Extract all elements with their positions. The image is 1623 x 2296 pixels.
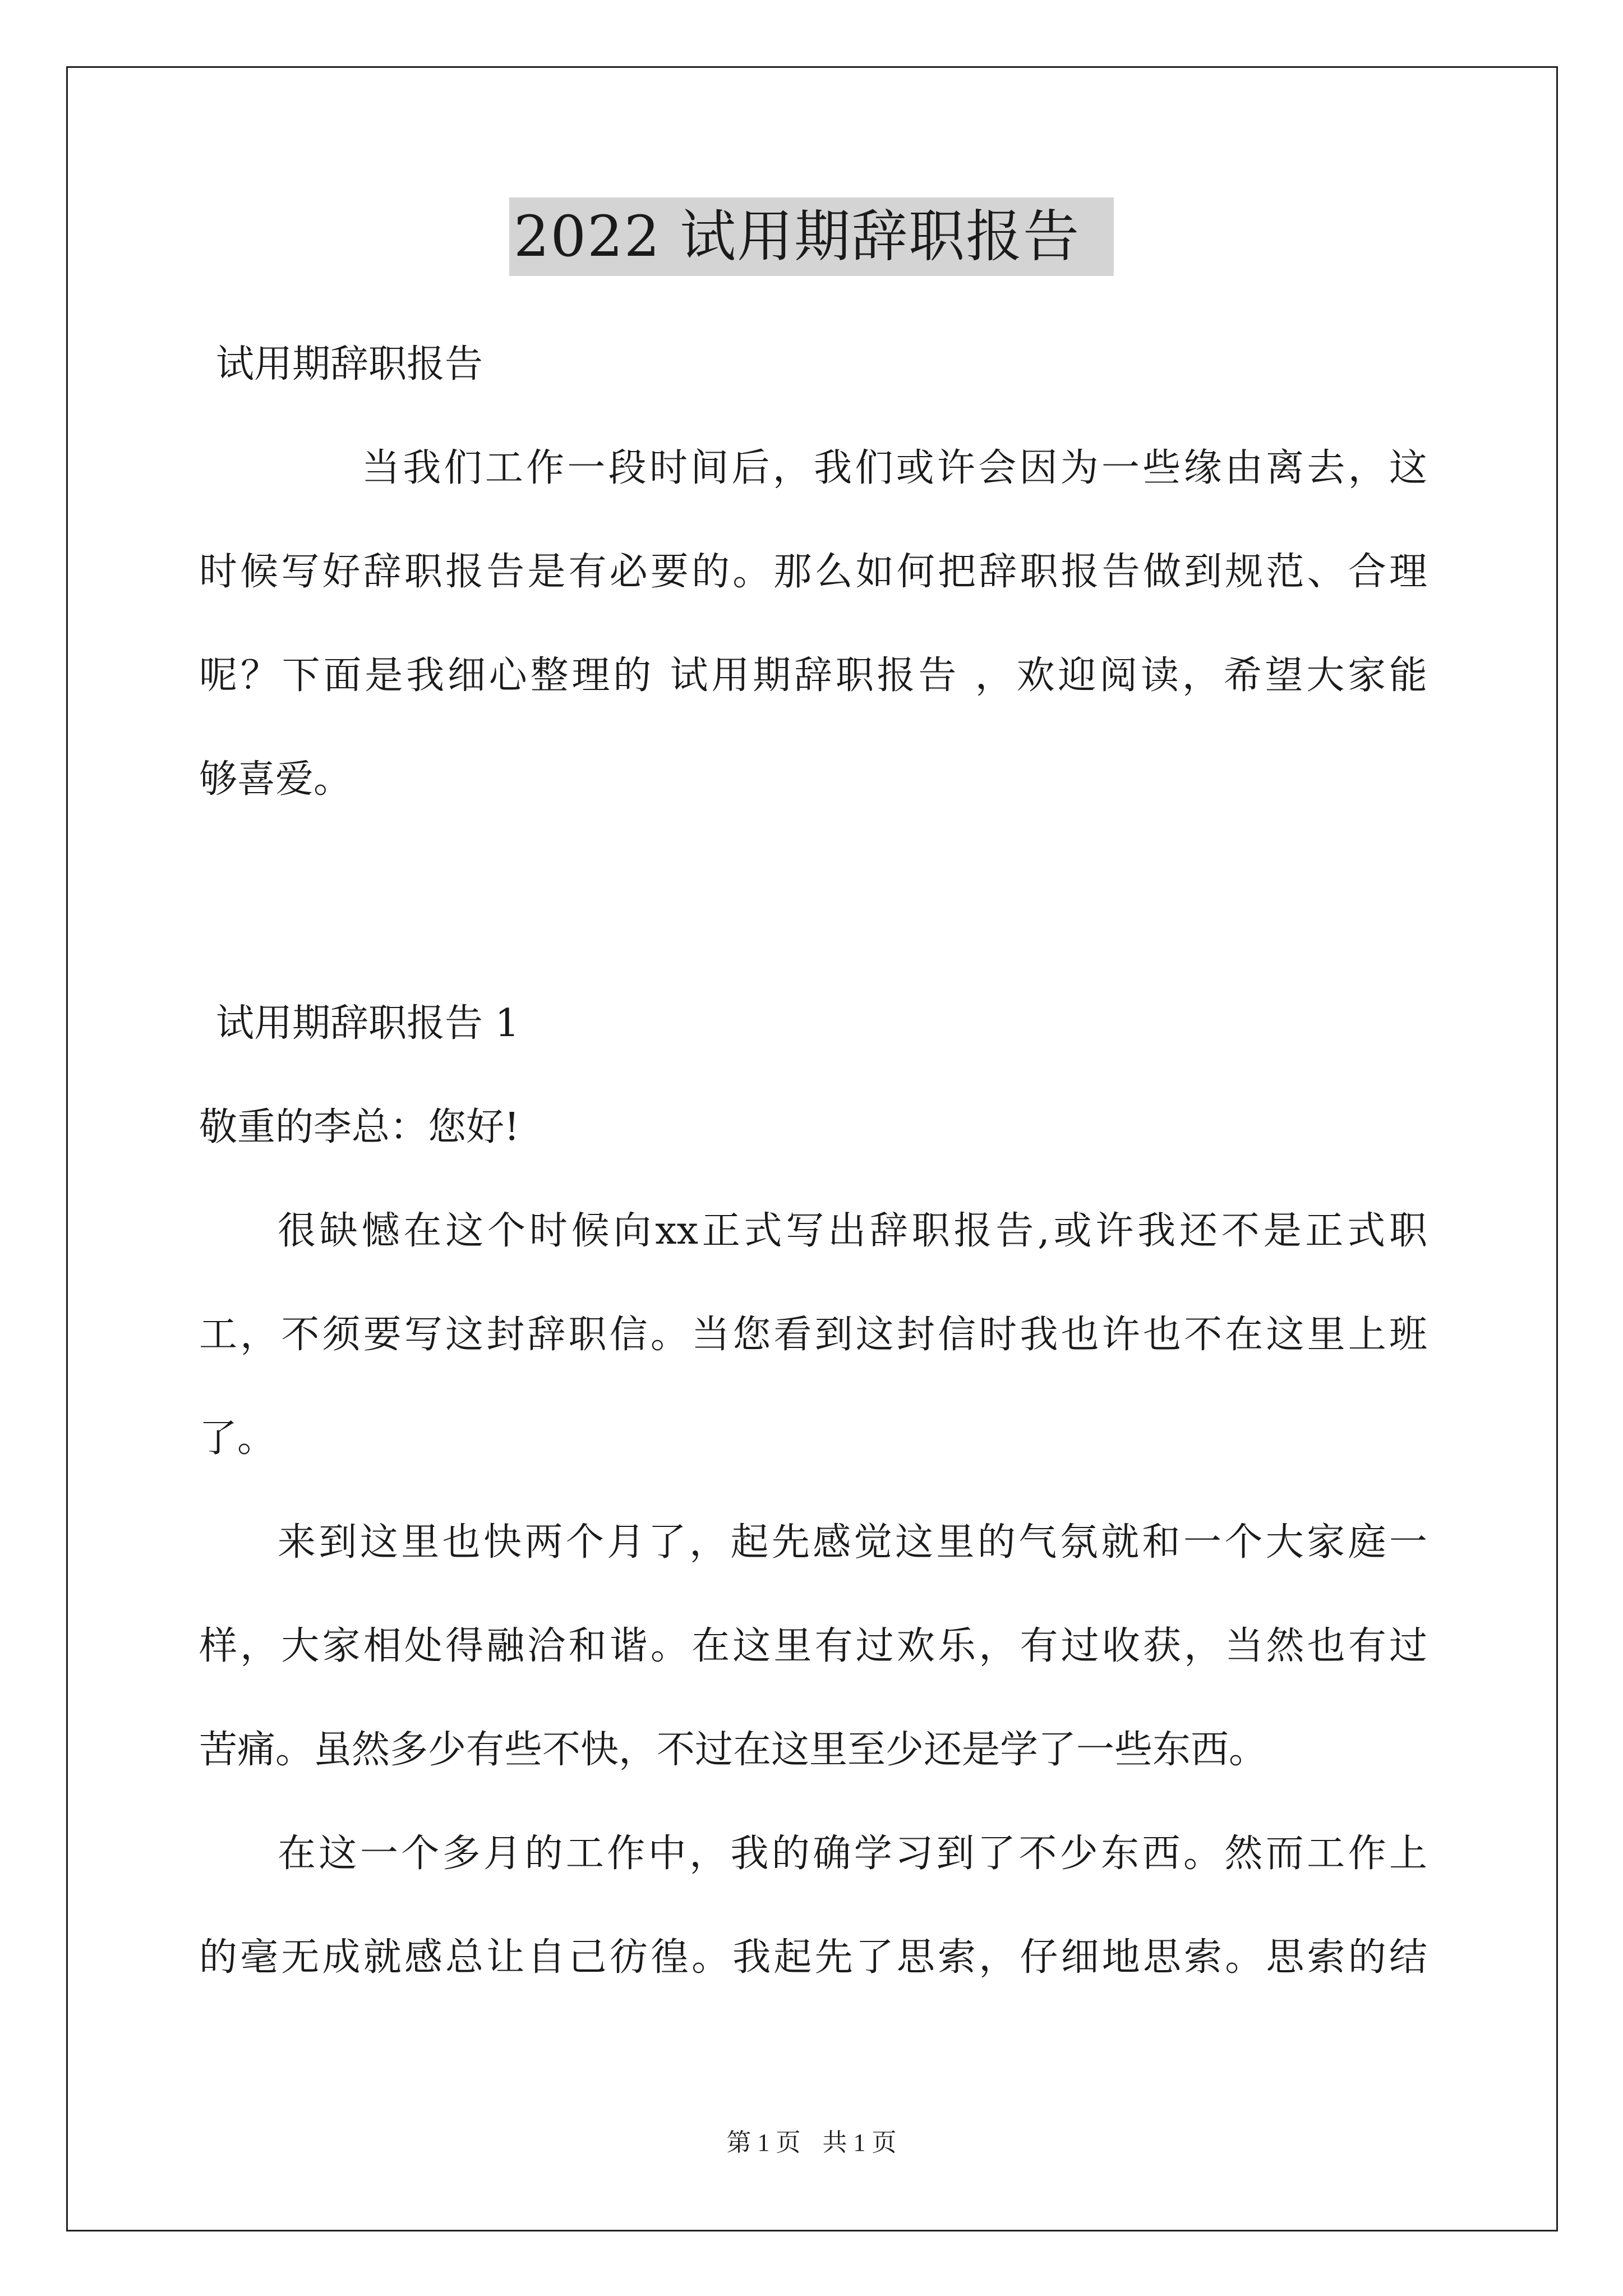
body-line: 了。 [199,1416,276,1461]
document-title: 2022 试用期辞职报告 [509,197,1114,276]
body-line: 在这一个多月的工作中，我的确学习到了不少东西。然而工作上 [278,1832,1427,1876]
body-line: 呢？下面是我细心整理的 试用期辞职报告 ，欢迎阅读，希望大家能 [199,654,1427,698]
body-line: 工，不须要写这封辞职信。当您看到这封信时我也许也不在这里上班 [199,1313,1427,1357]
body-line: 当我们工作一段时间后，我们或许会因为一些缘由离去，这 [362,446,1427,490]
body-line: 苦痛。虽然多少有些不快，不过在这里至少还是学了一些东西。 [199,1728,1267,1772]
page-total: 共 1 页 [822,2129,897,2156]
salutation: 敬重的李总：您好! [199,1105,520,1149]
body-line: 样，大家相处得融洽和谐。在这里有过欢乐，有过收获，当然也有过 [199,1624,1427,1668]
body-line: 来到这里也快两个月了，起先感觉这里的气氛就和一个大家庭一 [278,1520,1427,1565]
section-heading: 试用期辞职报告 [216,342,483,386]
page-number: 第 1 页 [726,2129,801,2156]
body-line: 够喜爱。 [199,757,352,802]
page-footer [0,2126,1623,2160]
body-line: 很缺憾在这个时候向xx正式写出辞职报告,或许我还不是正式职 [278,1209,1427,1253]
body-line: 时候写好辞职报告是有必要的。那么如何把辞职报告做到规范、合理 [199,550,1427,594]
title-container [0,197,1623,276]
section-heading: 试用期辞职报告 1 [216,1001,519,1046]
body-line: 的毫无成就感总让自己彷徨。我起先了思索，仔细地思索。思索的结 [199,1935,1427,1980]
